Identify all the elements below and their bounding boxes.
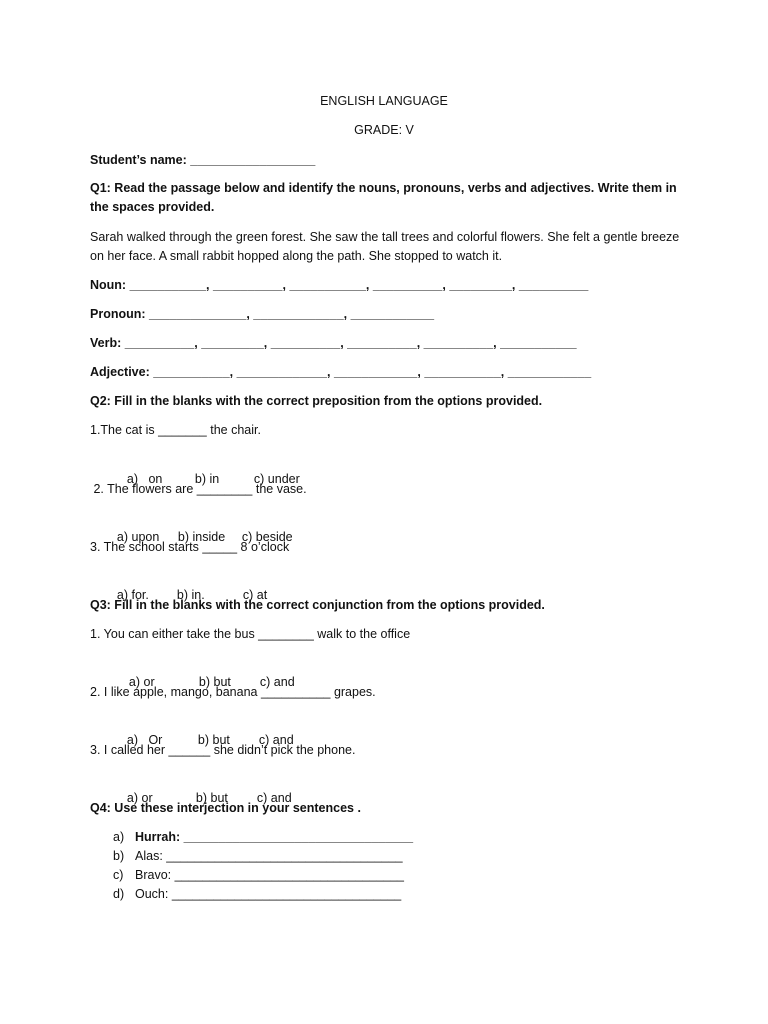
q4-item-alas <box>113 847 633 866</box>
list-label: b) <box>113 849 125 863</box>
q2-question-2: 2. The flowers are ________ the vase. <box>90 482 307 496</box>
interjection-line: Hurrah: _________________________________ <box>135 830 414 844</box>
list-label: c) <box>113 868 124 882</box>
option-c: c) at <box>242 588 268 602</box>
verb-answer-line: Verb: __________, _________, __________, __________, __________, ___________ <box>90 336 577 350</box>
option-c: c) and <box>256 791 292 805</box>
option-b: b) in <box>194 472 220 486</box>
pronoun-answer-line: Pronoun: ______________, _____________, ____________ <box>90 307 435 321</box>
option-b: b) but <box>195 791 228 805</box>
option-b: b) inside <box>177 530 226 544</box>
q4-item-bravo <box>113 866 633 885</box>
q2-prompt: Q2: Fill in the blanks with the correct preposition from the options provided. <box>90 394 543 408</box>
option-c: c) and <box>259 675 295 689</box>
option-c: c) beside <box>241 530 293 544</box>
q1-passage: Sarah walked through the green forest. She saw the tall trees and colorful flowers. She felt a gentle breeze on her face. A small rabbit hopped along the path. She stopped to watch it. <box>90 230 680 263</box>
noun-answer-line: Noun: ___________, __________, ___________, __________, _________, __________ <box>90 278 589 292</box>
q4-item-hurrah <box>113 828 633 847</box>
interjection-line: Ouch: _________________________________ <box>135 887 402 901</box>
grade-label: GRADE: V <box>354 123 414 137</box>
q1-prompt: Q1: Read the passage below and identify the nouns, pronouns, verbs and adjectives. Write them in the spaces provided. <box>90 181 677 214</box>
option-a: a) or <box>126 791 153 805</box>
worksheet-title: ENGLISH LANGUAGE <box>320 94 448 108</box>
q3-question-2: 2. I like apple, mango, banana __________ grapes. <box>90 685 376 699</box>
option-b: b) in. <box>176 588 205 602</box>
option-a: a) Or <box>126 733 163 747</box>
q4-item-ouch <box>113 885 633 904</box>
option-a: a) or <box>128 675 155 689</box>
option-c: c) under <box>253 472 300 486</box>
option-a: a) on <box>126 472 163 486</box>
q3-prompt: Q3: Fill in the blanks with the correct conjunction from the options provided. <box>90 598 545 612</box>
option-c: c) and <box>258 733 294 747</box>
interjection-line: Bravo: _________________________________ <box>135 868 405 882</box>
student-name-field: Student’s name: __________________ <box>90 153 316 167</box>
adjective-answer-line: Adjective: ___________, _____________, ____________, ___________, ____________ <box>90 365 592 379</box>
q2-question-3: 3. The school starts _____ 8 o’clock <box>90 540 290 554</box>
list-label: a) <box>113 830 125 844</box>
option-a: a) upon <box>116 530 160 544</box>
list-label: d) <box>113 887 125 901</box>
option-b: b) but <box>198 675 231 689</box>
option-a: a) for. <box>116 588 149 602</box>
interjection-line: Alas: __________________________________ <box>135 849 403 863</box>
q2-question-1: 1.The cat is _______ the chair. <box>90 423 261 437</box>
q4-prompt: Q4: Use these interjection in your sentences . <box>90 801 361 815</box>
q3-question-3: 3. I called her ______ she didn’t pick the phone. <box>90 743 356 757</box>
option-b: b) but <box>197 733 230 747</box>
q3-question-1: 1. You can either take the bus ________ walk to the office <box>90 627 411 641</box>
